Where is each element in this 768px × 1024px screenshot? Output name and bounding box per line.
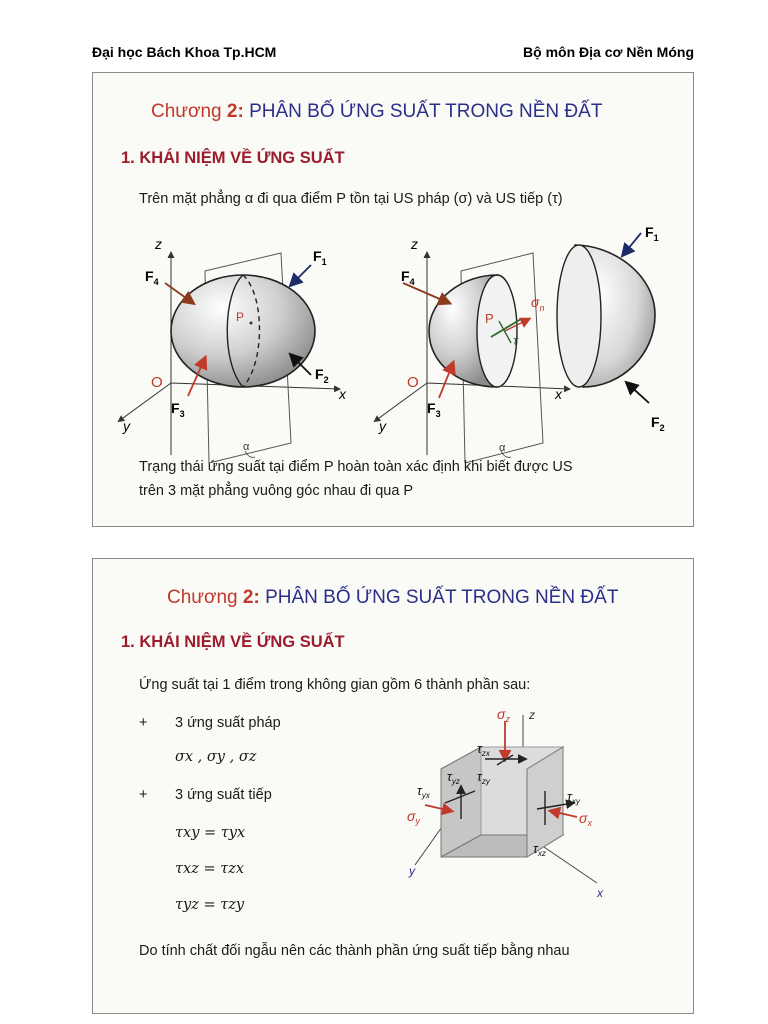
x-label: x (555, 386, 562, 402)
sigma-x-label: $\sigma_x$ (579, 810, 592, 828)
chapter-number: 2: (226, 101, 244, 122)
plane-stress-text: Trên mặt phẳng α đi qua điểm P tồn tại US pháp (σ) và US tiếp (τ) (139, 191, 563, 207)
tau-xy-label: $\tau_{xy}$ (567, 789, 580, 806)
force-f2-arrow (627, 383, 649, 403)
f4-label: $F_4$ (145, 268, 159, 287)
f4-label: $F_4$ (401, 268, 415, 287)
alpha-label: α (243, 441, 250, 453)
shear-stress-bullet: 3 ứng suất tiếp (175, 787, 272, 803)
stress-state-text-line1: Trạng thái ứng suất tại điểm P hoàn toàn xác định khi biết được US (139, 459, 573, 475)
point-p (250, 322, 253, 325)
stress-body-figure (93, 223, 693, 463)
tau-yz-label: $\tau_{yz}$ (447, 769, 460, 786)
y-axis (375, 383, 427, 421)
bullet-marker: + (139, 715, 148, 731)
cut-face (477, 275, 517, 387)
x-label: x (597, 886, 603, 900)
chapter-label: Chương (151, 101, 222, 122)
slide-2 (92, 558, 694, 1014)
department-header: Bộ môn Địa cơ Nền Móng (523, 44, 694, 60)
f2-label: $F_2$ (651, 414, 665, 433)
origin-label: O (151, 374, 163, 391)
f1-label: $F_1$ (313, 248, 327, 267)
institution-header: Đại học Bách Khoa Tp.HCM (92, 44, 277, 60)
tau-xz-label: $\tau_{xz}$ (533, 841, 546, 858)
slide-title (167, 587, 618, 609)
chapter-title: PHÂN BỐ ỨNG SUẤT TRONG NỀN ĐẤT (249, 101, 603, 122)
force-f1-arrow (623, 233, 641, 255)
f1-label: $F_1$ (645, 224, 659, 243)
z-label: z (411, 236, 418, 252)
tau-label: τ (513, 333, 518, 348)
normal-stress-bullet: 3 ứng suất pháp (175, 715, 281, 731)
normal-stress-list: σx , σy , σz (175, 749, 257, 765)
section-heading: 1. KHÁI NIỆM VỀ ỨNG SUẤT (121, 633, 345, 651)
shear-equation-xy: τxy = τyx (175, 825, 246, 841)
bullet-marker: + (139, 787, 148, 803)
tau-zy-label: $\tau_{zy}$ (477, 769, 490, 786)
stress-components-intro: Ứng suất tại 1 điểm trong không gian gồm 6 thành phần sau: (139, 677, 531, 693)
x-label: x (339, 386, 346, 402)
p-label: P (485, 311, 494, 326)
body-ellipse (171, 275, 315, 387)
tau-yx-label: $\tau_{yx}$ (417, 783, 430, 800)
force-f4-arrow (165, 283, 193, 303)
tau-zx-label: $\tau_{zx}$ (477, 741, 490, 758)
f2-label: $F_2$ (315, 366, 329, 385)
f3-label: $F_3$ (427, 400, 441, 419)
y-label: y (123, 418, 130, 434)
y-label: y (409, 864, 415, 878)
sigma-y-label: $\sigma_y$ (407, 808, 420, 826)
cap-face (557, 245, 601, 387)
shear-equation-yz: τyz = τzy (175, 897, 245, 913)
stress-state-text-line2: trên 3 mặt phẳng vuông góc nhau đi qua P (139, 483, 414, 499)
slide-title (151, 101, 602, 123)
y-label: y (379, 418, 386, 434)
cut-body-diagram (375, 236, 569, 463)
force-f1-arrow (291, 265, 311, 285)
origin-label: O (407, 374, 419, 391)
sigma-z-label: $\sigma_z$ (497, 707, 510, 724)
chapter-label: Chương (167, 587, 238, 608)
alpha-label: α (499, 442, 506, 454)
chapter-title: PHÂN BỐ ỨNG SUẤT TRONG NỀN ĐẤT (265, 587, 619, 608)
section-heading: 1. KHÁI NIỆM VỀ ỨNG SUẤT (121, 149, 345, 167)
chapter-number: 2: (242, 587, 260, 608)
z-label: z (529, 708, 535, 722)
shear-equation-xz: τxz = τzx (175, 861, 245, 877)
x-axis (541, 845, 597, 883)
z-label: z (155, 236, 162, 252)
y-axis (119, 383, 171, 421)
sigma-n-label: $\sigma_n$ (531, 294, 545, 313)
removed-part-diagram (557, 224, 665, 433)
slide-1 (92, 72, 694, 527)
left-body-diagram (119, 236, 347, 463)
stress-cube-figure (401, 707, 641, 913)
duality-conclusion: Do tính chất đối ngẫu nên các thành phần ứng suất tiếp bằng nhau (139, 943, 570, 959)
p-label: P (236, 310, 245, 324)
f3-label: $F_3$ (171, 400, 185, 419)
